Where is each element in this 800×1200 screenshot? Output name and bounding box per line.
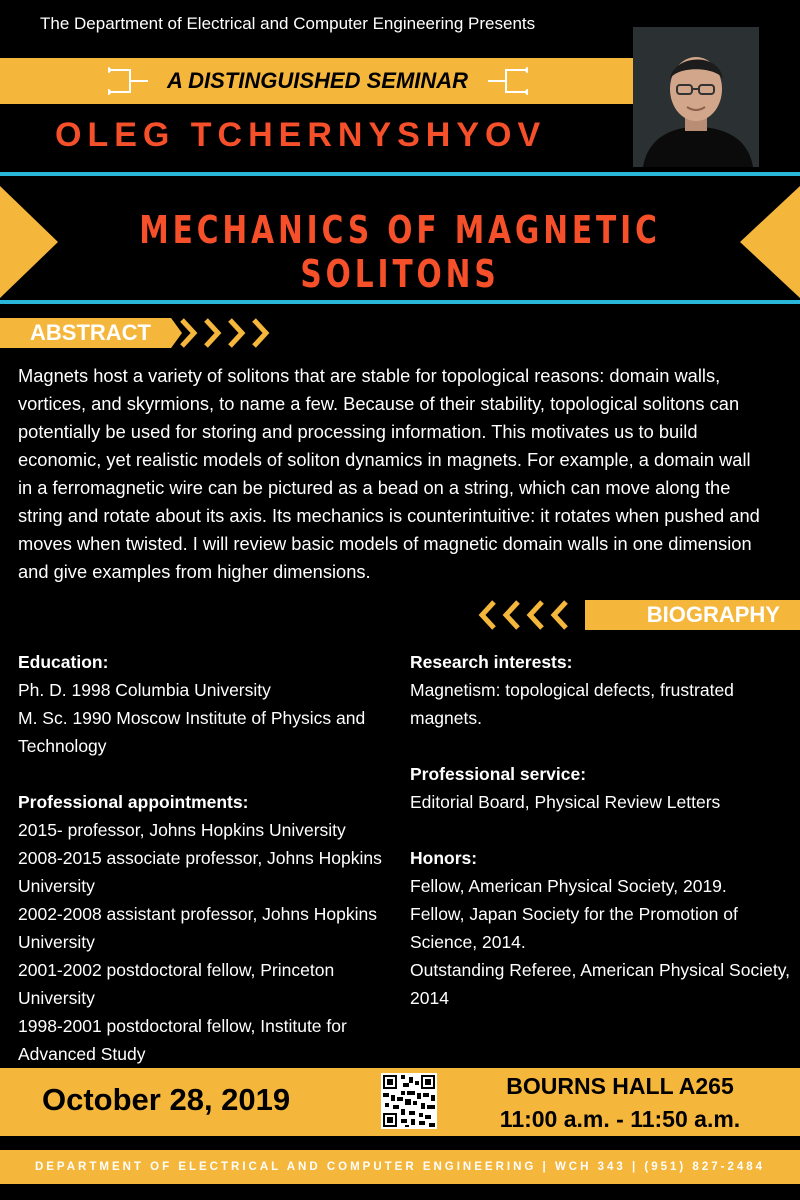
event-date: October 28, 2019 bbox=[42, 1082, 291, 1117]
divider-line-top bbox=[0, 172, 800, 176]
honor-item: Fellow, Japan Society for the Promotion of Science, 2014. bbox=[410, 904, 738, 952]
qr-code-icon[interactable] bbox=[381, 1073, 437, 1129]
appointments-heading: Professional appointments: bbox=[18, 792, 249, 812]
research-heading: Research interests: bbox=[410, 652, 573, 672]
abstract-text: Magnets host a variety of solitons that are stable for topological reasons: domain walls, vortices, and skyrmions, to name a few. Because of their stability, topological solitons can potentially be used for storing and processing information. This motivates us to build economic, yet realistic models of soliton dynamics in magnets. For example, a domain wall in a ferromagnetic wire can be pictured as a bead on a string, which can move along the string and rotate about its axis. Its mechanics is counterintuitive: it rotates when pushed and moves when twisted. I will review basic models of magnetic domain walls in one dimension and give examples from higher dimensions. bbox=[18, 365, 760, 582]
speaker-name: OLEG TCHERNYSHYOV bbox=[55, 116, 547, 154]
presenter-line: The Department of Electrical and Computer Engineering Presents bbox=[40, 14, 536, 33]
arrow-decoration-right bbox=[738, 186, 800, 298]
education-heading: Education: bbox=[18, 652, 109, 672]
appointment-item: 2001-2002 postdoctoral fellow, Princeton University bbox=[18, 960, 335, 1008]
abstract-label: ABSTRACT bbox=[30, 320, 151, 345]
education-item: Ph. D. 1998 Columbia University bbox=[18, 680, 271, 700]
arrow-decoration-left bbox=[0, 186, 60, 298]
honors-heading: Honors: bbox=[410, 848, 478, 868]
chevron-right-icon bbox=[178, 318, 280, 348]
service-heading: Professional service: bbox=[410, 764, 587, 784]
footer-contact: DEPARTMENT OF ELECTRICAL AND COMPUTER ENGINEERING | WCH 343 | (951) 827-2484 bbox=[34, 1161, 766, 1173]
talk-title: MECHANICS OF MAGNETIC SOLITONS bbox=[139, 208, 661, 296]
chevron-left-icon bbox=[478, 600, 582, 630]
honor-item: Outstanding Referee, American Physical Society, 2014 bbox=[410, 960, 791, 1008]
appointment-item: 1998-2001 postdoctoral fellow, Institute for Advanced Study bbox=[18, 1016, 347, 1064]
appointment-item: 2008-2015 associate professor, Johns Hopkins University bbox=[18, 848, 382, 896]
event-location: BOURNS HALL A265 bbox=[506, 1073, 734, 1099]
service-item: Editorial Board, Physical Review Letters bbox=[410, 792, 721, 812]
event-venue bbox=[470, 1070, 770, 1136]
appointment-item: 2015- professor, Johns Hopkins University bbox=[18, 820, 346, 840]
seminar-title: A DISTINGUISHED SEMINAR bbox=[166, 68, 469, 93]
honor-item: Fellow, American Physical Society, 2019. bbox=[410, 876, 727, 896]
biography-right-column bbox=[410, 648, 795, 1012]
biography-label: BIOGRAPHY bbox=[646, 602, 780, 627]
speaker-photo bbox=[633, 27, 759, 167]
research-item: Magnetism: topological defects, frustrated magnets. bbox=[410, 680, 734, 728]
event-time: 11:00 a.m. - 11:50 a.m. bbox=[499, 1106, 741, 1132]
biography-left-column bbox=[18, 648, 403, 1068]
appointment-item: 2002-2008 assistant professor, Johns Hopkins University bbox=[18, 904, 377, 952]
education-item: M. Sc. 1990 Moscow Institute of Physics and Technology bbox=[18, 708, 366, 756]
divider-line-bottom bbox=[0, 300, 800, 304]
